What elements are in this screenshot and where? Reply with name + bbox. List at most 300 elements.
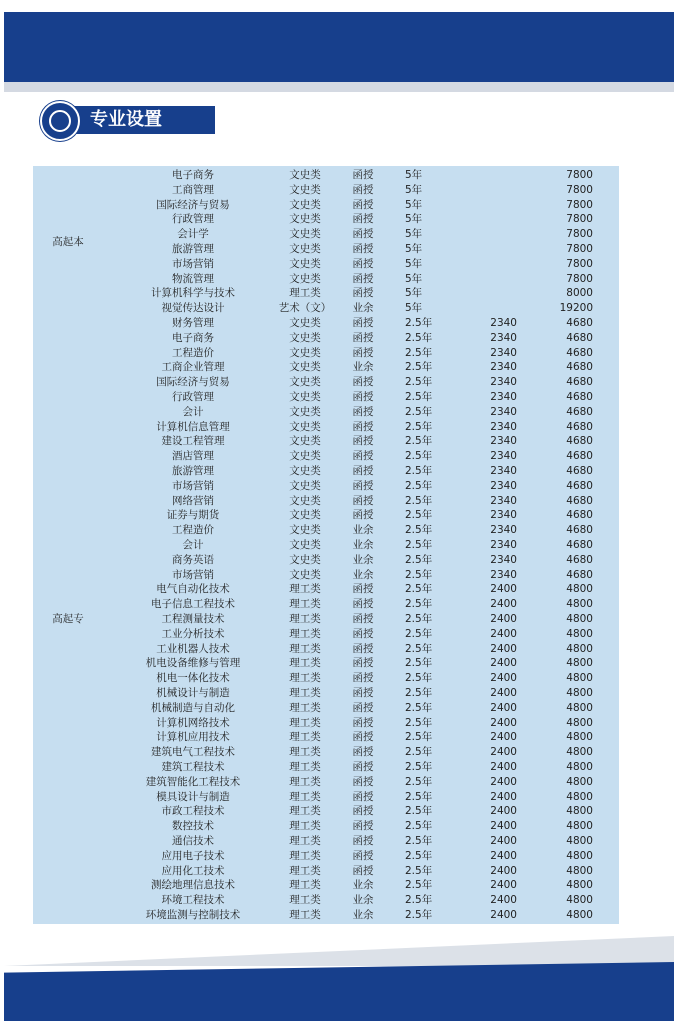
fee-per-year-cell: 2340 — [490, 361, 517, 374]
table-row — [33, 908, 619, 923]
major-cell: 计算机科学与技术 — [151, 287, 235, 300]
category-cell: 文史类 — [289, 257, 321, 270]
study-mode-cell: 函授 — [352, 183, 374, 196]
table-row — [33, 346, 619, 361]
duration-cell: 5年 — [405, 169, 423, 181]
fee-per-year-cell: 2340 — [490, 524, 517, 537]
header-stripe — [4, 82, 674, 92]
total-fee-cell: 4680 — [566, 405, 593, 418]
total-fee-cell: 4800 — [566, 598, 593, 611]
fee-per-year-cell: 2400 — [490, 583, 517, 596]
fee-per-year-cell: 2340 — [490, 479, 517, 492]
category-cell: 文史类 — [289, 450, 321, 463]
total-fee-cell: 4680 — [566, 391, 593, 403]
fee-per-year-cell: 2400 — [490, 672, 517, 685]
table-row — [33, 360, 619, 375]
total-fee-cell: 4680 — [566, 420, 593, 433]
study-mode-cell: 函授 — [352, 849, 374, 862]
duration-cell: 2.5年 — [405, 583, 433, 596]
major-cell: 市场营销 — [172, 479, 214, 492]
duration-cell: 5年 — [405, 243, 423, 255]
fee-per-year-cell: 2400 — [490, 687, 517, 699]
duration-cell: 2.5年 — [405, 331, 433, 344]
fee-per-year-cell: 2400 — [490, 701, 517, 714]
fee-per-year-cell: 2340 — [490, 391, 517, 403]
category-cell: 文史类 — [289, 213, 321, 226]
duration-cell: 2.5年 — [405, 657, 433, 670]
duration-cell: 2.5年 — [405, 598, 433, 611]
study-mode-cell: 函授 — [352, 257, 374, 270]
major-cell: 网络营销 — [172, 494, 214, 507]
major-cell: 国际经济与贸易 — [156, 376, 230, 389]
major-cell: 机械制造与自动化 — [151, 701, 235, 714]
category-cell: 理工类 — [289, 746, 321, 759]
duration-cell: 2.5年 — [405, 553, 433, 566]
table-row — [33, 686, 619, 701]
fee-per-year-cell: 2400 — [490, 642, 517, 655]
duration-cell: 2.5年 — [405, 805, 433, 818]
table-row — [33, 331, 619, 346]
fee-per-year-cell: 2400 — [490, 879, 517, 892]
category-cell: 文史类 — [289, 435, 321, 448]
total-fee-cell: 4680 — [566, 435, 593, 448]
duration-cell: 2.5年 — [405, 790, 433, 803]
category-cell: 理工类 — [289, 627, 321, 640]
duration-cell: 2.5年 — [405, 716, 433, 729]
category-cell: 理工类 — [289, 879, 321, 892]
fee-per-year-cell: 2340 — [490, 494, 517, 507]
category-cell: 文史类 — [289, 553, 321, 566]
table-row — [33, 775, 619, 790]
major-cell: 建筑电气工程技术 — [151, 746, 235, 759]
table-row — [33, 316, 619, 331]
category-cell: 理工类 — [289, 909, 321, 921]
fee-per-year-cell: 2340 — [490, 420, 517, 433]
study-mode-cell: 业余 — [352, 539, 374, 551]
study-mode-cell: 函授 — [352, 435, 374, 448]
duration-cell: 5年 — [405, 257, 423, 270]
major-cell: 数控技术 — [172, 820, 214, 833]
fee-per-year-cell: 2400 — [490, 805, 517, 818]
total-fee-cell: 7800 — [566, 183, 593, 196]
total-fee-cell: 4680 — [566, 361, 593, 374]
footer-stripe — [4, 936, 674, 966]
study-mode-cell: 函授 — [352, 598, 374, 611]
duration-cell: 2.5年 — [405, 731, 433, 744]
duration-cell: 2.5年 — [405, 405, 433, 418]
duration-cell: 2.5年 — [405, 835, 433, 847]
category-cell: 文史类 — [289, 346, 321, 359]
study-mode-cell: 函授 — [352, 391, 374, 403]
study-mode-cell: 函授 — [352, 346, 374, 359]
study-mode-cell: 业余 — [352, 524, 374, 537]
major-cell: 酒店管理 — [172, 450, 214, 463]
fee-per-year-cell: 2400 — [490, 613, 517, 625]
fee-per-year-cell: 2400 — [490, 864, 517, 877]
total-fee-cell: 4800 — [566, 672, 593, 685]
fee-per-year-cell: 2340 — [490, 331, 517, 344]
major-cell: 电气自动化技术 — [156, 583, 230, 596]
major-cell: 市场营销 — [172, 568, 214, 581]
table-row — [33, 494, 619, 509]
major-cell: 会计学 — [177, 228, 209, 241]
category-cell: 理工类 — [289, 731, 321, 744]
table-row — [33, 790, 619, 805]
total-fee-cell: 4800 — [566, 775, 593, 788]
study-mode-cell: 函授 — [352, 465, 374, 477]
duration-cell: 2.5年 — [405, 524, 433, 537]
fee-per-year-cell: 2400 — [490, 716, 517, 729]
duration-cell: 2.5年 — [405, 435, 433, 448]
study-mode-cell: 函授 — [352, 716, 374, 729]
total-fee-cell: 4800 — [566, 790, 593, 803]
fee-per-year-cell: 2340 — [490, 376, 517, 389]
study-mode-cell: 函授 — [352, 213, 374, 226]
fee-per-year-cell: 2400 — [490, 894, 517, 907]
study-mode-cell: 函授 — [352, 509, 374, 522]
major-cell: 环境监测与控制技术 — [145, 909, 241, 921]
duration-cell: 2.5年 — [405, 509, 433, 522]
table-row — [33, 597, 619, 612]
category-cell: 文史类 — [289, 169, 321, 181]
study-mode-cell: 函授 — [352, 243, 374, 255]
table-row — [33, 864, 619, 879]
table-row — [33, 464, 619, 479]
category-cell: 文史类 — [289, 361, 321, 374]
major-cell: 物流管理 — [172, 272, 214, 285]
total-fee-cell: 4680 — [566, 376, 593, 389]
duration-cell: 2.5年 — [405, 894, 433, 907]
total-fee-cell: 4680 — [566, 317, 593, 329]
total-fee-cell: 4800 — [566, 864, 593, 877]
total-fee-cell: 4680 — [566, 346, 593, 359]
study-mode-cell: 函授 — [352, 761, 374, 773]
table-row — [33, 479, 619, 494]
total-fee-cell: 4800 — [566, 746, 593, 759]
duration-cell: 2.5年 — [405, 849, 433, 862]
school-emblem-icon — [40, 101, 80, 141]
category-cell: 理工类 — [289, 820, 321, 833]
total-fee-cell: 4800 — [566, 894, 593, 907]
major-cell: 工程造价 — [172, 524, 214, 537]
study-mode-cell: 函授 — [352, 317, 374, 329]
study-mode-cell: 函授 — [352, 731, 374, 744]
category-cell: 理工类 — [289, 613, 321, 625]
study-mode-cell: 函授 — [352, 420, 374, 433]
table-row — [33, 819, 619, 834]
total-fee-cell: 4680 — [566, 553, 593, 566]
total-fee-cell: 4800 — [566, 835, 593, 847]
table-row — [33, 538, 619, 553]
total-fee-cell: 4800 — [566, 761, 593, 773]
duration-cell: 2.5年 — [405, 376, 433, 389]
study-mode-cell: 函授 — [352, 687, 374, 699]
category-cell: 文史类 — [289, 539, 321, 551]
duration-cell: 2.5年 — [405, 613, 433, 625]
major-cell: 应用电子技术 — [161, 849, 225, 862]
table-row — [33, 420, 619, 435]
fee-per-year-cell: 2400 — [490, 627, 517, 640]
fee-per-year-cell: 2400 — [490, 790, 517, 803]
category-cell: 文史类 — [289, 376, 321, 389]
study-mode-cell: 函授 — [352, 820, 374, 833]
study-mode-cell: 函授 — [352, 864, 374, 877]
category-cell: 文史类 — [289, 420, 321, 433]
study-mode-cell: 函授 — [352, 228, 374, 241]
total-fee-cell: 7800 — [566, 243, 593, 255]
major-cell: 电子信息工程技术 — [151, 598, 235, 611]
major-cell: 市场营销 — [172, 257, 214, 270]
study-mode-cell: 函授 — [352, 672, 374, 685]
table-row — [33, 242, 619, 257]
table-row — [33, 701, 619, 716]
table-row — [33, 804, 619, 819]
fee-per-year-cell: 2400 — [490, 820, 517, 833]
category-cell: 文史类 — [289, 183, 321, 196]
duration-cell: 2.5年 — [405, 879, 433, 892]
major-cell: 机械设计与制造 — [156, 687, 230, 699]
section-header — [40, 101, 180, 139]
fee-per-year-cell: 2340 — [490, 435, 517, 448]
table-row — [33, 878, 619, 893]
major-cell: 国际经济与贸易 — [156, 198, 230, 211]
group-label: 高起本 — [52, 236, 84, 248]
study-mode-cell: 业余 — [352, 553, 374, 566]
category-cell: 文史类 — [289, 198, 321, 211]
total-fee-cell: 4680 — [566, 568, 593, 581]
section-title: 专业设置 — [60, 106, 215, 134]
fee-per-year-cell: 2400 — [490, 657, 517, 670]
major-cell: 视觉传达设计 — [161, 302, 225, 315]
study-mode-cell: 函授 — [352, 613, 374, 625]
duration-cell: 2.5年 — [405, 642, 433, 655]
study-mode-cell: 函授 — [352, 835, 374, 847]
table-row — [33, 893, 619, 908]
study-mode-cell: 函授 — [352, 701, 374, 714]
major-cell: 工程造价 — [172, 346, 214, 359]
study-mode-cell: 业余 — [352, 302, 374, 315]
duration-cell: 2.5年 — [405, 627, 433, 640]
category-cell: 理工类 — [289, 835, 321, 847]
study-mode-cell: 函授 — [352, 627, 374, 640]
major-cell: 工商企业管理 — [161, 361, 225, 374]
total-fee-cell: 4680 — [566, 524, 593, 537]
fee-per-year-cell: 2400 — [490, 598, 517, 611]
duration-cell: 2.5年 — [405, 420, 433, 433]
total-fee-cell: 4800 — [566, 805, 593, 818]
study-mode-cell: 函授 — [352, 376, 374, 389]
table-row — [33, 272, 619, 287]
total-fee-cell: 4680 — [566, 465, 593, 477]
fee-per-year-cell: 2400 — [490, 761, 517, 773]
total-fee-cell: 8000 — [566, 287, 593, 300]
fee-per-year-cell: 2340 — [490, 568, 517, 581]
total-fee-cell: 7800 — [566, 272, 593, 285]
fee-per-year-cell: 2400 — [490, 835, 517, 847]
category-cell: 文史类 — [289, 228, 321, 241]
study-mode-cell: 业余 — [352, 894, 374, 907]
total-fee-cell: 4680 — [566, 479, 593, 492]
duration-cell: 2.5年 — [405, 909, 433, 921]
study-mode-cell: 业余 — [352, 879, 374, 892]
total-fee-cell: 7800 — [566, 198, 593, 211]
total-fee-cell: 19200 — [559, 302, 593, 315]
major-cell: 计算机应用技术 — [156, 731, 230, 744]
table-row — [33, 390, 619, 405]
duration-cell: 5年 — [405, 228, 423, 241]
total-fee-cell: 4800 — [566, 849, 593, 862]
table-row — [33, 257, 619, 272]
major-cell: 证券与期货 — [166, 509, 220, 522]
table-row — [33, 168, 619, 183]
major-cell: 通信技术 — [172, 835, 214, 847]
table-row — [33, 834, 619, 849]
category-cell: 文史类 — [289, 272, 321, 285]
duration-cell: 2.5年 — [405, 820, 433, 833]
category-cell: 理工类 — [289, 687, 321, 699]
total-fee-cell: 4680 — [566, 331, 593, 344]
table-row — [33, 449, 619, 464]
major-cell: 建筑智能化工程技术 — [145, 775, 241, 788]
total-fee-cell: 4680 — [566, 450, 593, 463]
total-fee-cell: 7800 — [566, 169, 593, 181]
study-mode-cell: 函授 — [352, 287, 374, 300]
category-cell: 文史类 — [289, 331, 321, 344]
category-cell: 艺术（文） — [278, 302, 332, 315]
study-mode-cell: 函授 — [352, 775, 374, 788]
total-fee-cell: 4800 — [566, 701, 593, 714]
major-cell: 市政工程技术 — [161, 805, 225, 818]
fee-per-year-cell: 2340 — [490, 465, 517, 477]
study-mode-cell: 函授 — [352, 642, 374, 655]
duration-cell: 2.5年 — [405, 391, 433, 403]
fee-per-year-cell: 2400 — [490, 731, 517, 744]
category-cell: 文史类 — [289, 509, 321, 522]
table-row — [33, 227, 619, 242]
duration-cell: 2.5年 — [405, 479, 433, 492]
study-mode-cell: 函授 — [352, 805, 374, 818]
duration-cell: 2.5年 — [405, 494, 433, 507]
major-cell: 环境工程技术 — [161, 894, 225, 907]
table-row — [33, 212, 619, 227]
study-mode-cell: 函授 — [352, 479, 374, 492]
category-cell: 文史类 — [289, 524, 321, 537]
major-cell: 建筑工程技术 — [161, 761, 225, 773]
duration-cell: 5年 — [405, 272, 423, 285]
category-cell: 理工类 — [289, 716, 321, 729]
fee-per-year-cell: 2400 — [490, 746, 517, 759]
category-cell: 文史类 — [289, 317, 321, 329]
fee-per-year-cell: 2400 — [490, 775, 517, 788]
table-row — [33, 849, 619, 864]
study-mode-cell: 函授 — [352, 790, 374, 803]
table-row — [33, 642, 619, 657]
major-cell: 旅游管理 — [172, 243, 214, 255]
duration-cell: 2.5年 — [405, 761, 433, 773]
major-cell: 会计 — [182, 405, 204, 418]
duration-cell: 2.5年 — [405, 864, 433, 877]
major-cell: 工业分析技术 — [161, 627, 225, 640]
table-row — [33, 582, 619, 597]
major-cell: 计算机网络技术 — [156, 716, 230, 729]
duration-cell: 2.5年 — [405, 317, 433, 329]
category-cell: 理工类 — [289, 642, 321, 655]
group-label: 高起专 — [52, 613, 84, 626]
study-mode-cell: 函授 — [352, 746, 374, 759]
duration-cell: 5年 — [405, 198, 423, 211]
table-row — [33, 375, 619, 390]
duration-cell: 2.5年 — [405, 465, 433, 477]
major-cell: 电子商务 — [172, 331, 214, 344]
study-mode-cell: 函授 — [352, 169, 374, 181]
category-cell: 理工类 — [289, 894, 321, 907]
study-mode-cell: 函授 — [352, 405, 374, 418]
category-cell: 理工类 — [289, 657, 321, 670]
major-cell: 会计 — [182, 539, 204, 551]
major-cell: 模具设计与制造 — [156, 790, 230, 803]
category-cell: 理工类 — [289, 849, 321, 862]
study-mode-cell: 函授 — [352, 198, 374, 211]
total-fee-cell: 4680 — [566, 539, 593, 551]
category-cell: 文史类 — [289, 465, 321, 477]
category-cell: 文史类 — [289, 479, 321, 492]
fee-per-year-cell: 2340 — [490, 317, 517, 329]
fee-per-year-cell: 2340 — [490, 405, 517, 418]
table-row — [33, 183, 619, 198]
major-cell: 机电一体化技术 — [156, 672, 230, 685]
duration-cell: 2.5年 — [405, 672, 433, 685]
category-cell: 文史类 — [289, 568, 321, 581]
duration-cell: 2.5年 — [405, 450, 433, 463]
duration-cell: 2.5年 — [405, 361, 433, 374]
duration-cell: 2.5年 — [405, 701, 433, 714]
major-cell: 测绘地理信息技术 — [151, 879, 235, 892]
fee-per-year-cell: 2340 — [490, 450, 517, 463]
total-fee-cell: 4680 — [566, 494, 593, 507]
table-row — [33, 508, 619, 523]
fee-per-year-cell: 2400 — [490, 849, 517, 862]
category-cell: 理工类 — [289, 805, 321, 818]
study-mode-cell: 业余 — [352, 361, 374, 374]
category-cell: 理工类 — [289, 790, 321, 803]
total-fee-cell: 4680 — [566, 509, 593, 522]
major-cell: 行政管理 — [172, 391, 214, 403]
major-cell: 工商管理 — [172, 183, 214, 196]
table-row — [33, 745, 619, 760]
total-fee-cell: 4800 — [566, 613, 593, 625]
table-row — [33, 656, 619, 671]
fee-per-year-cell: 2400 — [490, 909, 517, 921]
total-fee-cell: 4800 — [566, 583, 593, 596]
duration-cell: 2.5年 — [405, 746, 433, 759]
fee-per-year-cell: 2340 — [490, 553, 517, 566]
table-row — [33, 553, 619, 568]
category-cell: 理工类 — [289, 864, 321, 877]
category-cell: 理工类 — [289, 701, 321, 714]
total-fee-cell: 4800 — [566, 879, 593, 892]
major-cell: 旅游管理 — [172, 465, 214, 477]
major-cell: 计算机信息管理 — [156, 420, 230, 433]
duration-cell: 2.5年 — [405, 346, 433, 359]
category-cell: 文史类 — [289, 494, 321, 507]
category-cell: 文史类 — [289, 243, 321, 255]
category-cell: 文史类 — [289, 405, 321, 418]
category-cell: 理工类 — [289, 287, 321, 300]
fee-per-year-cell: 2340 — [490, 509, 517, 522]
category-cell: 理工类 — [289, 672, 321, 685]
study-mode-cell: 函授 — [352, 494, 374, 507]
total-fee-cell: 4800 — [566, 627, 593, 640]
